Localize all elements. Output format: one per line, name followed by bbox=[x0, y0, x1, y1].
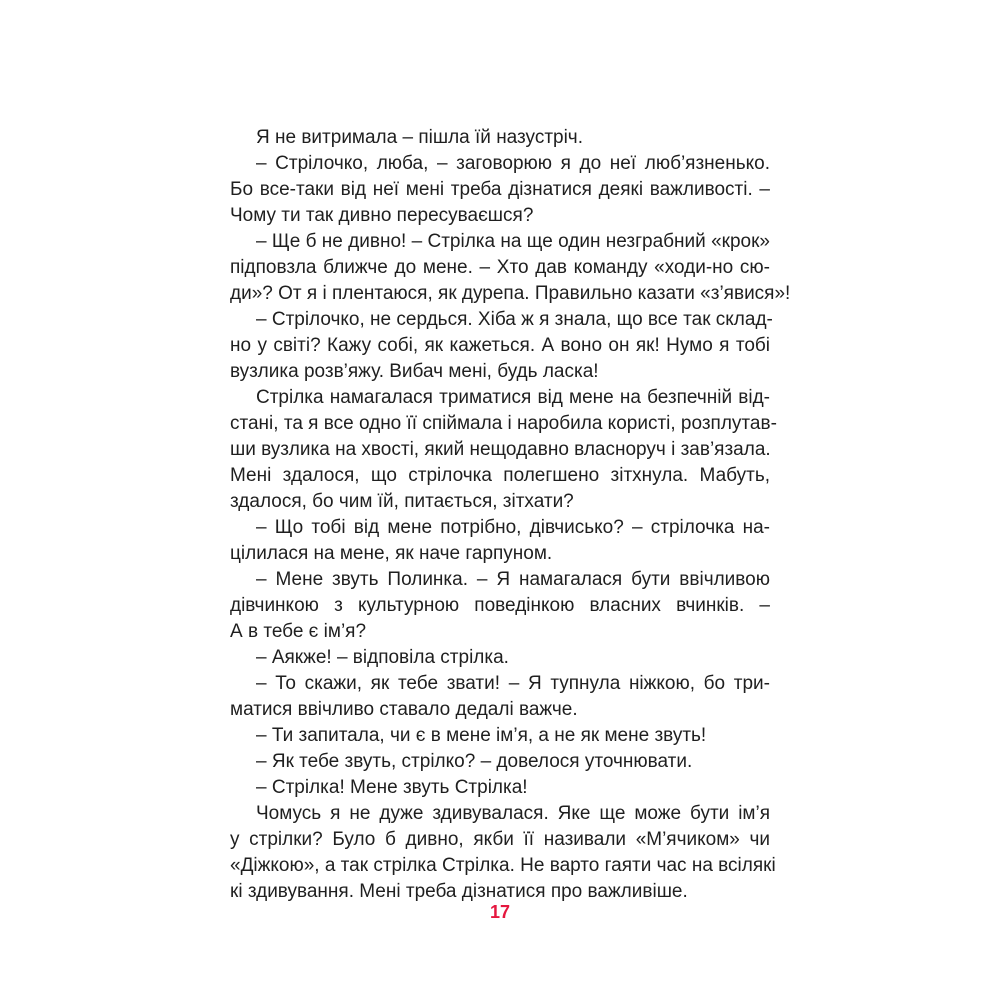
text-line: но у світі? Кажу собі, як кажеться. А воно он як! Нумо я тобі bbox=[230, 335, 770, 356]
text-line: Бо все-таки від неї мені треба дізнатися деякі важливості. – bbox=[230, 179, 770, 200]
text-line: підповзла ближче до мене. – Хто дав команду «ходи-но сю- bbox=[230, 257, 770, 278]
text-line: А в тебе є ім’я? bbox=[230, 621, 367, 642]
text-line: дівчинкою з культурною поведінкою власних вчинків. – bbox=[230, 595, 770, 616]
text-line: – Як тебе звуть, стрілко? – довелося уточнювати. bbox=[256, 751, 693, 772]
text-line: Мені здалося, що стрілочка полегшено зітхнула. Мабуть, bbox=[230, 465, 770, 486]
text-line: кі здивування. Мені треба дізнатися про важливіше. bbox=[230, 881, 688, 902]
text-line: – Що тобі від мене потрібно, дівчисько? – стрілочка на- bbox=[256, 517, 770, 538]
text-line: Стрілка намагалася триматися від мене на безпечній від- bbox=[256, 387, 770, 408]
text-line: – Ще б не дивно! – Стрілка на ще один незграбний «крок» bbox=[256, 231, 770, 252]
text-line: вузлика розв’яжу. Вибач мені, будь ласка! bbox=[230, 361, 599, 382]
text-line: – Аякже! – відповіла стрілка. bbox=[256, 647, 509, 668]
text-line: – Стрілочко, люба, – заговорюю я до неї люб’язненько. bbox=[256, 153, 770, 174]
text-line: – То скажи, як тебе звати! – Я тупнула ніжкою, бо три- bbox=[256, 673, 770, 694]
page-number: 17 bbox=[489, 902, 511, 922]
text-line: Я не витримала – пішла їй назустріч. bbox=[256, 127, 583, 148]
text-line: – Ти запитала, чи є в мене ім’я, а не як мене звуть! bbox=[256, 725, 707, 746]
text-line: здалося, бо чим їй, питається, зітхати? bbox=[230, 491, 574, 512]
text-line: у стрілки? Було б дивно, якби її називали «М’ячиком» чи bbox=[230, 829, 770, 850]
text-line: – Мене звуть Полинка. – Я намагалася бути ввічливою bbox=[256, 569, 770, 590]
text-line: Чомусь я не дуже здивувалася. Яке ще може бути ім’я bbox=[256, 803, 770, 824]
text-line: ди»? От я і плентаюся, як дурепа. Правильно казати «з’явися»! bbox=[230, 283, 791, 304]
body-text bbox=[230, 125, 791, 905]
text-line: – Стрілка! Мене звуть Стрілка! bbox=[256, 777, 528, 798]
text-line: – Стрілочко, не сердься. Хіба ж я знала, що все так склад- bbox=[256, 309, 773, 330]
text-line: стані, та я все одно її спіймала і наробила користі, розплутав- bbox=[230, 413, 777, 434]
text-line: ши вузлика на хвості, який нещодавно власноруч і зав’язала. bbox=[230, 439, 771, 460]
text-line: Чому ти так дивно пересуваєшся? bbox=[230, 205, 534, 226]
text-line: цілилася на мене, як наче гарпуном. bbox=[230, 543, 553, 564]
text-line: матися ввічливо ставало дедалі важче. bbox=[230, 699, 578, 720]
text-line: «Діжкою», а так стрілка Стрілка. Не варто гаяти час на всілякі bbox=[230, 855, 776, 876]
